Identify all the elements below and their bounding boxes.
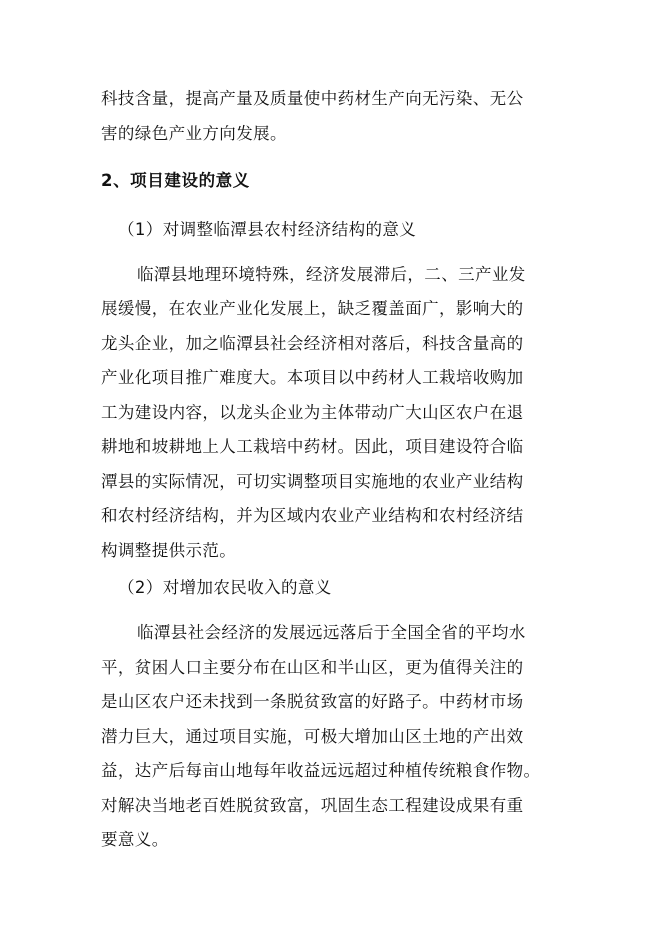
subsection-1-line-4: 产业化项目推广难度大。本项目以中药材人工栽培收购加	[101, 368, 524, 387]
subsection-1-title: （1）对调整临潭县农村经济结构的意义	[118, 220, 417, 239]
intro-line-1: 科技含量，提高产量及质量使中药材生产向无污染、无公	[101, 89, 524, 108]
subsection-1-line-2: 展缓慢，在农业产业化发展上，缺乏覆盖面广，影响大的	[101, 299, 524, 318]
subsection-1-line-8: 和农村经济结构，并为区域内农业产业结构和农村经济结	[101, 506, 524, 525]
subsection-2-line-3: 是山区农户还未找到一条脱贫致富的好路子。中药材市场	[101, 692, 524, 711]
subsection-1-line-1: 临潭县地理环境特殊，经济发展滞后，二、三产业发	[137, 265, 526, 284]
subsection-1-line-3: 龙头企业，加之临潭县社会经济相对落后，科技含量高的	[101, 334, 524, 353]
subsection-2-line-4: 潜力巨大，通过项目实施，可极大增加山区土地的产出效	[101, 727, 524, 746]
subsection-1-line-9: 构调整提供示范。	[101, 541, 237, 560]
subsection-2-line-6: 对解决当地老百姓脱贫致富，巩固生态工程建设成果有重	[101, 796, 524, 815]
section-heading: 2、项目建设的意义	[101, 171, 250, 190]
subsection-1-line-7: 潭县的实际情况，可切实调整项目实施地的农业产业结构	[101, 472, 524, 491]
subsection-2-title: （2）对增加农民收入的意义	[118, 578, 332, 597]
subsection-1-line-5: 工为建设内容，以龙头企业为主体带动广大山区农户在退	[101, 403, 524, 422]
subsection-2-line-5: 益，达产后每亩山地每年收益远远超过种植传统粮食作物。	[101, 761, 541, 780]
subsection-2-line-7: 要意义。	[101, 830, 169, 849]
intro-line-2: 害的绿色产业方向发展。	[101, 124, 287, 143]
subsection-2-line-2: 平，贫困人口主要分布在山区和半山区，更为值得关注的	[101, 658, 524, 677]
subsection-2-line-1: 临潭县社会经济的发展远远落后于全国全省的平均水	[137, 623, 526, 642]
subsection-1-line-6: 耕地和坡耕地上人工栽培中药材。因此，项目建设符合临	[101, 437, 524, 456]
